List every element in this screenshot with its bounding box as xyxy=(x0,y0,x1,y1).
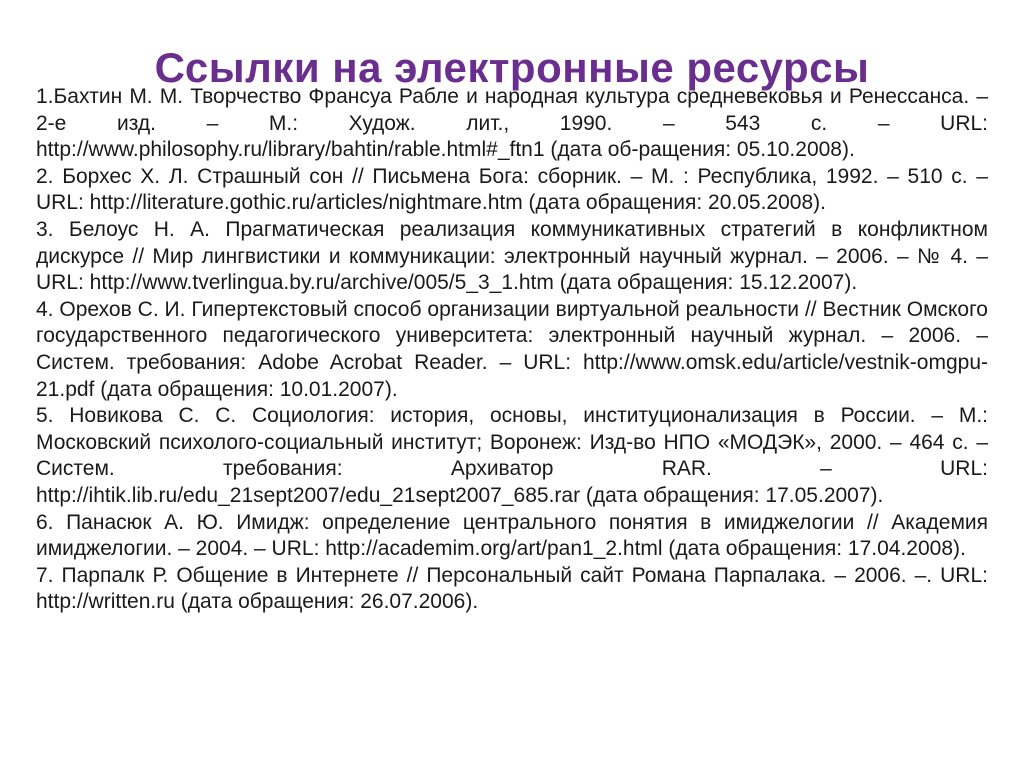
reference-item-2: 2. Борхес Х. Л. Страшный сон // Письмена Бога: сборник. – М. : Республика, 1992. – 510 с. – URL: http://literature.gothic.ru/articles/nightmare.htm (дата обращения: 20.05.2008). xyxy=(36,164,988,215)
reference-item-3: 3. Белоус Н. А. Прагматическая реализация коммуникативных стратегий в конфликтном дискурсе // Мир лингвистики и коммуникации: электронный научный журнал. – 2006. – № 4. – URL: http://www.tverlingua.by.ru/archive/005/5_3_1.htm (дата обращения: 15.12.2007). xyxy=(36,217,988,295)
page-title: Ссылки на электронные ресурсы xyxy=(154,44,870,92)
reference-item-6: 6. Панасюк А. Ю. Имидж: определение центрального понятия в имиджелогии // Академия имиджелогии. – 2004. – URL: http://academim.org/art/pan1_2.html (дата обращения: 17.04.2008). xyxy=(36,510,988,561)
reference-item-1: 1.Бахтин М. М. Творчество Франсуа Рабле и народная культура средневековья и Ренессанса. – 2-е изд. – М.: Худож. лит., 1990. – 543 с. – URL: http://www.philosophy.ru/library/bahtin/rable.html#_ftn1 (дата об-ращения: 05.10.2008). xyxy=(36,85,988,162)
reference-item-5: 5. Новикова С. С. Социология: история, основы, институционализация в России. – М.: Московский психолого-социальный институт; Воронеж: Изд-во НПО «МОДЭК», 2000. – 464 с. – Систем. требования: Архиватор RAR. – URL: http://ihtik.lib.ru/edu_21sept2007/edu_21sept2007_685.rar (дата обращения: 17.05.2007). xyxy=(36,404,988,507)
reference-item-4: 4. Орехов С. И. Гипертекстовый способ организации виртуальной реальности // Вестник Омского государственного педагогического университета: электронный научный журнал. – 2006. – Систем. требования: Adobe Acrobat Reader. – URL: http://www.omsk.edu/article/vestnik-omgpu-21.pdf (дата обращения: 10.01.2007). xyxy=(36,297,988,401)
reference-item-7: 7. Парпалк Р. Общение в Интернете // Персональный сайт Романа Парпалака. – 2006. –. URL: http://written.ru (дата обращения: 26.07.2006). xyxy=(36,563,988,614)
reference-list xyxy=(36,84,988,616)
